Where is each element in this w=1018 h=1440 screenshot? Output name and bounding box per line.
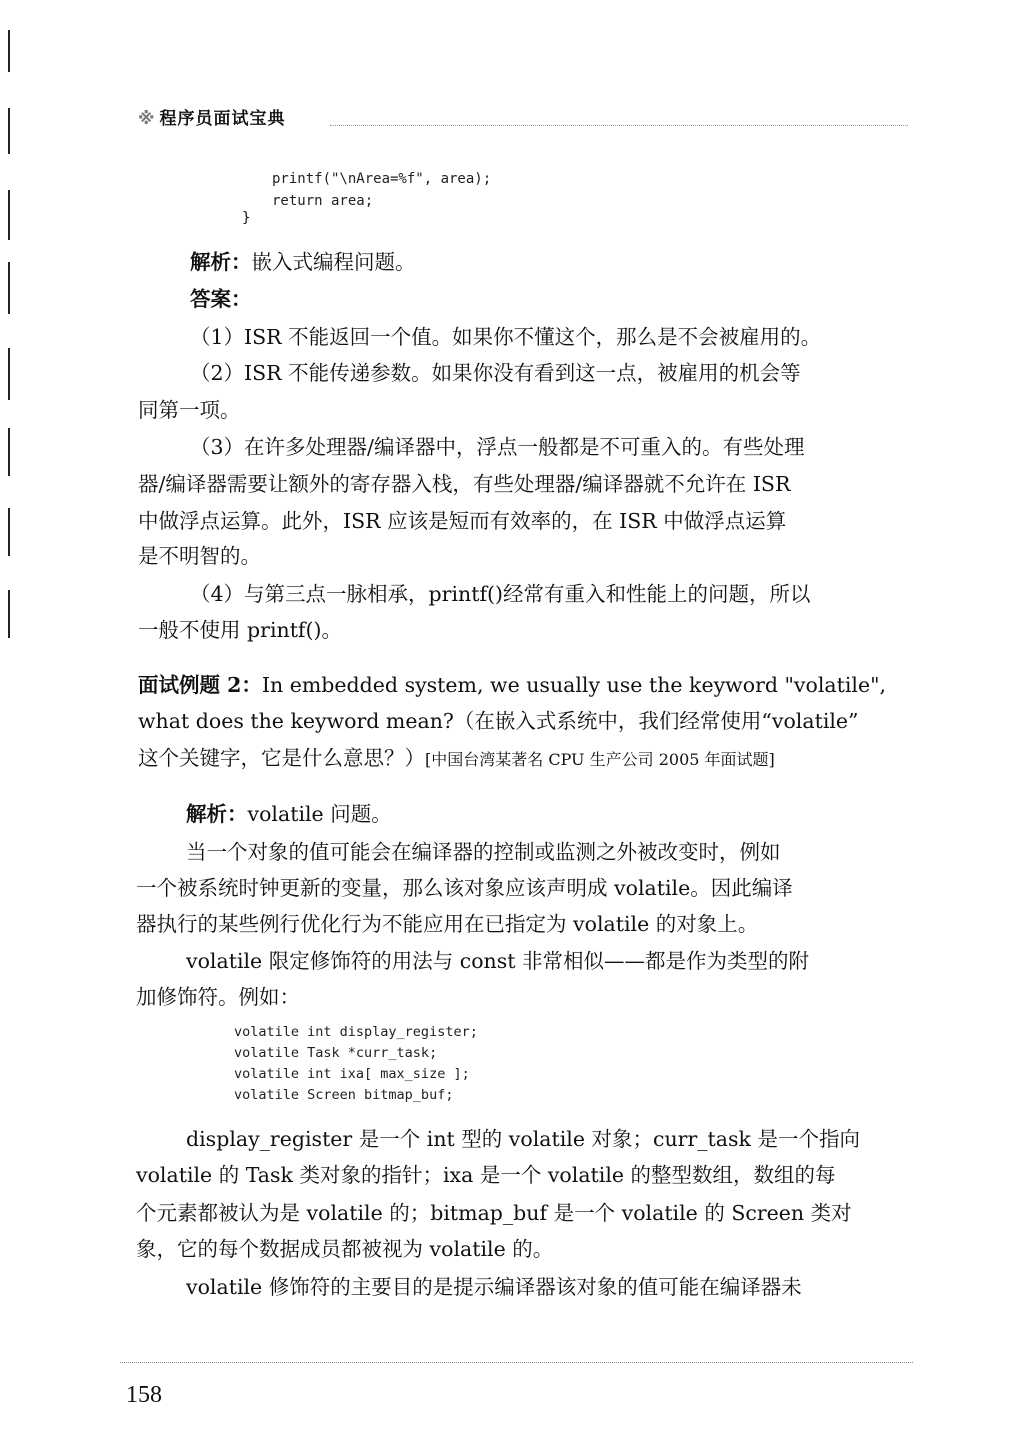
body-p1-line2: 一个被系统时钟更新的变量，那么该对象应该声明成 volatile。因此编译 — [136, 876, 793, 900]
code-line: volatile int ixa[ max_size ]; — [234, 1066, 470, 1082]
body-p4-line1: volatile 修饰符的主要目的是提示编译器该对象的值可能在编译器未 — [186, 1275, 802, 1299]
code-closing-brace: } — [242, 210, 251, 226]
answer-p2-line1: （2）ISR 不能传递参数。如果你没有看到这一点，被雇用的机会等 — [190, 361, 801, 385]
body-p3-line2: volatile 的 Task 类对象的指针；ixa 是一个 volatile 的整型数组，数组的每 — [136, 1163, 836, 1187]
page-number: 158 — [126, 1382, 162, 1408]
header-divider — [330, 125, 908, 126]
analysis-1 — [190, 247, 416, 277]
answer-p3-line1: （3）在许多处理器/编译器中，浮点一般都是不可重入的。有些处理 — [190, 435, 805, 459]
body-p1-line1: 当一个对象的值可能会在编译器的控制或监测之外被改变时，例如 — [186, 840, 781, 864]
binding-mark — [8, 262, 10, 314]
body-p1-line3: 器执行的某些例行优化行为不能应用在已指定为 volatile 的对象上。 — [136, 912, 759, 936]
code-line: volatile Task *curr_task; — [234, 1045, 438, 1061]
body-p3-line4: 象，它的每个数据成员都被视为 volatile 的。 — [136, 1237, 554, 1261]
analysis-label: 解析： — [186, 802, 248, 826]
binding-mark — [8, 190, 10, 240]
question-2-line2: what does the keyword mean?（在嵌入式系统中，我们经常使用“volatile” — [138, 709, 859, 733]
question-2-line3 — [138, 743, 775, 775]
code-line: volatile Screen bitmap_buf; — [234, 1087, 454, 1103]
binding-mark — [8, 508, 10, 556]
question-label: 面试例题 2： — [138, 673, 262, 697]
analysis-text: 嵌入式编程问题。 — [251, 250, 416, 274]
body-p2-line1: volatile 限定修饰符的用法与 const 非常相似——都是作为类型的附 — [186, 949, 810, 973]
answer-p3-line4: 是不明智的。 — [138, 544, 261, 568]
body-p3-line3: 个元素都被认为是 volatile 的；bitmap_buf 是一个 volatile 的 Screen 类对 — [136, 1201, 852, 1225]
code-block-2 — [234, 1022, 478, 1106]
binding-mark — [8, 348, 10, 400]
answer-p3-line2: 器/编译器需要让额外的寄存器入栈，有些处理器/编译器就不允许在 ISR — [138, 472, 791, 496]
code-line: volatile int display_register; — [234, 1024, 478, 1040]
answer-p4-line2: 一般不使用 printf()。 — [138, 618, 343, 642]
header-ornament-icon: ※ — [138, 109, 156, 129]
binding-mark — [8, 108, 10, 154]
analysis-2 — [186, 799, 392, 829]
answer-p4-line1: （4）与第三点一脉相承，printf()经常有重入和性能上的问题，所以 — [190, 582, 811, 606]
analysis-text: volatile 问题。 — [247, 802, 392, 826]
question-source: [中国台湾某著名 CPU 生产公司 2005 年面试题] — [425, 750, 775, 769]
binding-mark — [8, 30, 10, 72]
question-text: In embedded system, we usually use the keyword "volatile", — [261, 673, 887, 697]
code-line: printf("\nArea=%f", area); — [272, 171, 492, 187]
answer-p3-line3: 中做浮点运算。此外，ISR 应该是短而有效率的，在 ISR 中做浮点运算 — [138, 509, 787, 533]
code-line: return area; — [272, 193, 374, 209]
body-p3-line1: display_register 是一个 int 型的 volatile 对象；curr_task 是一个指向 — [186, 1127, 860, 1151]
book-title: 程序员面试宝典 — [159, 109, 286, 129]
body-p2-line2: 加修饰符。例如： — [136, 985, 300, 1009]
question-2-line1 — [138, 670, 886, 700]
binding-mark — [8, 428, 10, 476]
binding-mark — [8, 590, 10, 638]
footer-divider — [120, 1362, 913, 1363]
answer-p1: （1）ISR 不能返回一个值。如果你不懂这个，那么是不会被雇用的。 — [190, 325, 822, 349]
answer-p2-line2: 同第一项。 — [138, 398, 241, 422]
answer-label: 答案： — [190, 287, 252, 311]
running-header — [138, 104, 286, 129]
code-block-1 — [272, 168, 491, 212]
question-text: 这个关键字，它是什么意思？） — [138, 746, 425, 770]
analysis-label: 解析： — [190, 250, 252, 274]
